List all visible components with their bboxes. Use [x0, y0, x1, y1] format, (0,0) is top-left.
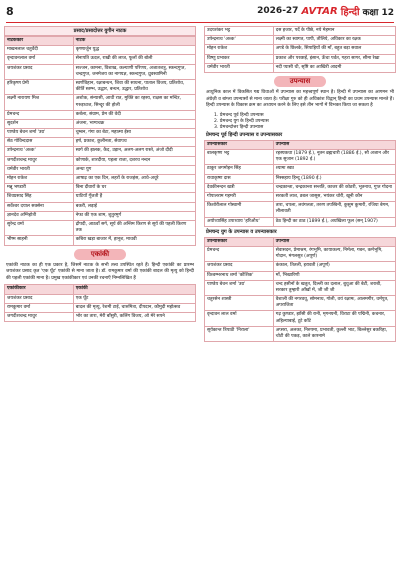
list-item: 3. प्रेमचन्दोत्तर हिन्दी उपन्यास: [214, 124, 264, 130]
table-row: [205, 165, 396, 174]
table-row: [205, 150, 396, 165]
table-row: [205, 311, 396, 326]
author-cell: वृन्दावनलाल वर्मा: [5, 55, 74, 64]
upanyas-points: [214, 112, 394, 130]
author-cell: ठाकुर जगमोहन सिंह: [205, 165, 274, 174]
works-cell: कंकाल, तितली, इरावती (अपूर्ण): [273, 262, 395, 271]
author-cell: मन्नू भण्डारी: [5, 184, 74, 193]
table-row: [5, 184, 196, 193]
author-cell: जगदीशचन्द्र माथुर: [5, 156, 74, 165]
table-row: [205, 217, 396, 226]
table-row: [205, 296, 396, 311]
author-cell: माखनलाल चतुर्वेदी: [5, 46, 74, 55]
table-caption: प्रसाद/प्रसादोत्तर युगीन नाटक: [4, 26, 196, 36]
natak-table: [4, 36, 196, 246]
works-cell: लक्ष्मी का स्वागत, पापी, तौलिये, अधिकार का रक्षक: [273, 36, 395, 45]
author-cell: मोहन राकेश: [205, 45, 274, 54]
table-row: [205, 262, 396, 271]
table-row: [205, 246, 396, 261]
works-cell: बकरी, लड़ाई: [73, 202, 195, 211]
author-cell: बालकृष्ण भट्ट: [205, 150, 274, 165]
works-cell: ठेठ हिन्दी का ठाठ (1899 ई.), अधखिला फूल (सन् 1907): [273, 217, 395, 226]
works-cell: निस्सहाय हिन्दू (1890 ई.): [273, 174, 395, 183]
author-cell: किशोरीलाल गोस्वामी: [205, 202, 274, 217]
author-cell: उपेन्द्रनाथ 'अश्क': [5, 147, 74, 156]
table-row: [5, 119, 196, 128]
author-cell: उदयशंकर भट्ट: [205, 27, 274, 36]
works-cell: दस हजार, पर्दे के पीछे, नये मेहमान: [273, 27, 395, 36]
works-cell: चन्द्रकान्ता, चन्द्रकान्ता सन्तति, काजर की कोठरी, भूतनाथ, गुप्त गोदना: [273, 183, 395, 192]
author-cell: रामकुमार वर्मा: [5, 303, 74, 312]
works-cell: अन्धा युग: [73, 165, 195, 174]
author-cell: वृन्दावन लाल वर्मा: [205, 311, 274, 326]
author-cell: राधाकृष्ण दास: [205, 174, 274, 183]
column-header: नाटककार: [5, 37, 74, 46]
premchand-purv-table: [204, 140, 396, 227]
table-row: [5, 313, 196, 322]
author-cell: उपेन्द्रनाथ 'अश्क': [205, 36, 274, 45]
right-column: [204, 26, 396, 342]
table-row: [205, 54, 396, 63]
author-cell: गोपालराम गहमरी: [205, 193, 274, 202]
author-cell: मोहन राकेश: [5, 175, 74, 184]
column-header: एकांकीकार: [5, 285, 74, 294]
table-row: [5, 202, 196, 211]
author-cell: धर्मवीर भारती: [205, 63, 274, 72]
works-cell: चुम्बन, गंगा का बेटा, महात्मा ईसा: [73, 129, 195, 138]
works-cell: गढ़ कुण्डार, झाँसी की रानी, मृगनयनी, विराटा की पद्मिनी, कचनार, अहिल्याबाई, टूटे काँटे: [273, 311, 395, 326]
table-row: [205, 280, 396, 295]
author-cell: विश्वम्भरनाथ शर्मा 'कौशिक': [205, 271, 274, 280]
table-row: [5, 147, 196, 156]
author-cell: लक्ष्मी नारायण मिश्र: [5, 95, 74, 110]
works-cell: कर्बला, संग्राम, प्रेम की वेदी: [73, 110, 195, 119]
works-cell: चन्द हसीनों के खतूत, दिल्ली का दलाल, बुधुआ की बेटी, शराबी, सरकार तुम्हारी आँखों में, जी जी जी: [273, 280, 395, 295]
works-cell: सज्जन, कामना, विशाख, कल्याणी परिणय, अजातशत्रु, स्कन्दगुप्त, चन्द्रगुप्त, जनमेजय का नागयज्ञ, स्कन्दगुप्त, ध्रुवस्वामिनी: [73, 64, 195, 79]
works-cell: भोर का तारा, मेरी बाँसुरी, कलिंग विजय, ओ मेरे सपने: [73, 313, 195, 322]
author-cell: सर्वेश्वर दयाल सक्सेना: [5, 202, 74, 211]
table-row: [205, 271, 396, 280]
works-cell: प्रकाश और परछाईं, इंसान, ऊँचा पर्वत, गहरा सागर, सीमा रेखा: [273, 54, 395, 63]
table-row: [5, 110, 196, 119]
section-badge-upanyas: उपन्यास: [274, 76, 326, 87]
works-cell: माँ, भिखारिणी: [273, 271, 395, 280]
table-row: [5, 46, 196, 55]
author-cell: पाण्डेय बेचन शर्मा 'उग्र': [205, 280, 274, 295]
class-label: कक्षा 12: [362, 7, 394, 18]
works-cell: हर्ष, प्रकाश, कुलीनता, सेवापथ: [73, 138, 195, 147]
list-item: 2. प्रेमचन्द युग के हिन्दी उपन्यास: [214, 118, 269, 124]
author-cell: पाण्डेय बेचन शर्मा 'उग्र': [5, 129, 74, 138]
works-cell: अण्डे के छिलके, सिपाहियों की माँ, बहुत बड़ा सवाल: [273, 45, 395, 54]
table-row: [5, 138, 196, 147]
author-cell: हरिकृष्ण प्रेमी: [5, 79, 74, 94]
table-row: [205, 183, 396, 192]
table-row: [205, 63, 396, 72]
table-row: [5, 220, 196, 235]
author-cell: जयशंकर प्रसाद: [205, 262, 274, 271]
table-row: [5, 236, 196, 245]
table-row: [5, 156, 196, 165]
works-cell: नदी प्यासी थी, सृष्टि का आखिरी आदमी: [273, 63, 395, 72]
works-cell: सेवासदन, प्रेमाश्रम, रंगभूमि, कायाकल्प, निर्मला, गबन, कर्मभूमि, गोदान, मंगलसूत्र (अपूर्ण): [273, 246, 395, 261]
author-cell: सुदर्शन: [5, 119, 74, 128]
works-cell: बिना दीवारों के घर: [73, 184, 195, 193]
works-cell: कबिरा खड़ा बाजार में, हानूश, माधवी: [73, 236, 195, 245]
column-header: एकांकी: [73, 285, 195, 294]
author-cell: देवकीनन्दन खत्री: [205, 183, 274, 192]
brand-logo: AVTAR: [301, 5, 338, 17]
author-cell: जगदीशचन्द्र माथुर: [5, 313, 74, 322]
table-row: [5, 303, 196, 312]
section-title: प्रेमचन्द युग के उपन्यास व उपन्यासकार: [206, 228, 277, 235]
author-cell: धर्मवीर भारती: [5, 165, 74, 174]
table-row: [5, 165, 196, 174]
table-row: [205, 174, 396, 183]
works-cell: स्वर्णविहान, रक्षाबन्धन, शिवा की साधना, पाताल विजय, प्रतिशोध, कीर्ति स्तम्भ, उद्धार, बन्धन, उद्धार, प्रतिशोध: [73, 79, 195, 94]
author-cell: चतुरसेन शास्त्री: [205, 296, 274, 311]
table-row: [5, 55, 196, 64]
list-item: 1. प्रेमचन्द पूर्व हिन्दी उपन्यास: [214, 112, 264, 118]
works-cell: नेफा की एक शाम, शुतुरमुर्ग: [73, 211, 195, 220]
author-cell: शिवप्रसाद सिंह: [5, 193, 74, 202]
page-header: [0, 0, 400, 24]
works-cell: द्रौपदी, आठवाँ सर्ग, सूर्य की अन्तिम किरण से सूर्य की पहली किरण तक: [73, 220, 195, 235]
table-row: [5, 294, 196, 303]
works-cell: सेनापति ऊदल, राखी की लाज, फूलों की बोली: [73, 55, 195, 64]
author-cell: भीष्म साहनी: [5, 236, 74, 245]
left-column: [4, 26, 196, 322]
table-row: [5, 175, 196, 184]
author-cell: सेठ गोविन्ददास: [5, 138, 74, 147]
section-title: प्रेमचन्द पूर्व हिन्दी उपन्यास व उपन्यासकार: [206, 131, 283, 138]
author-cell: प्रेमचन्द: [5, 110, 74, 119]
table-row: [5, 193, 196, 202]
header-right: [257, 4, 394, 18]
table-row: [205, 27, 396, 36]
works-cell: अप्सरा, अलका, निरुपमा, प्रभावती, कुल्ली भाट, बिल्लेसुर बकरिहा, चोटी की पकड़, काले कारनामे: [273, 326, 395, 341]
works-cell: रहस्यकथा (1879 ई.), नूतन ब्रह्मचारी (1886 ई.), सौ अजान और एक सुजान (1892 ई.): [273, 150, 395, 165]
works-cell: सरकती लाश, डबल जासूस, भयंकर चोरी, खूनी कौन: [273, 193, 395, 202]
author-cell: ज्ञानदेव अग्निहोत्री: [5, 211, 74, 220]
column-header: उपन्यासकार: [205, 140, 274, 149]
works-cell: कोणार्क, शारदीया, पहला राजा, दशरथ नन्दन: [73, 156, 195, 165]
works-cell: घाटियाँ गूँजती हैं: [73, 193, 195, 202]
ekanki-table: [4, 284, 196, 322]
ekanki-table-continued: [204, 26, 396, 73]
works-cell: बादल की मृत्यु, रेशमी टाई, चारुमित्रा, दीपदान, कौमुदी महोत्सव: [73, 303, 195, 312]
works-cell: कृष्णार्जुन युद्ध: [73, 46, 195, 55]
author-cell: सूर्यकान्त त्रिपाठी 'निराला': [205, 326, 274, 341]
upanyas-paragraph: आधुनिक काल में विकसित गद्य विधाओं में उपन्यास का महत्त्वपूर्ण स्थान है। हिन्दी में उपन्यास का आगमन भी अंग्रेज़ी व बांग्ला उपन्यासों से माना जाता है। परीक्षा गुरु को ही अधिकांश विद्वान् हिन्दी का प्रथम उपन्यास मानते हैं। हिन्दी उपन्यास के विकास क्रम का अध्ययन करने के लिए इसे तीन भागों में विभक्त किया जा सकता है: [206, 89, 394, 109]
works-cell: आषाढ़ का एक दिन, लहरों के राजहंस, आधे-अधूरे: [73, 175, 195, 184]
works-cell: श्यामा स्वप्न: [273, 165, 395, 174]
ekanki-paragraph: एकांकी नाटक का ही एक प्रकार है, जिसमें नाटक के सभी तत्त्व उपस्थित रहते हैं। हिन्दी एकांकी का प्रारम्भ जयशंकर प्रसाद कृत 'एक घूँट' एकांकी से माना जाता है। डॉ. रामकुमार वर्मा की एकांकी बादल की मृत्यु को हिन्दी की पहली एकांकी माना है। प्रमुख एकांकीकार एवं उनकी रचनाएँ निम्नलिखित हैं: [6, 262, 194, 281]
author-cell: प्रेमचन्द: [205, 246, 274, 261]
table-row: [5, 64, 196, 79]
author-cell: सुरेन्द्र वर्मा: [5, 220, 74, 235]
subject-label: हिन्दी: [340, 7, 360, 18]
works-cell: अंजना, भाग्यचक्र: [73, 119, 195, 128]
year-label: 2026-27: [257, 6, 299, 16]
table-row: [205, 202, 396, 217]
table-row: [5, 79, 196, 94]
table-row: [5, 211, 196, 220]
works-cell: एक घूँट: [73, 294, 195, 303]
author-cell: अयोध्यासिंह उपाध्याय 'हरिऔध': [205, 217, 274, 226]
table-row: [205, 193, 396, 202]
author-cell: जयशंकर प्रसाद: [5, 64, 74, 79]
column-header: उपन्यास: [273, 237, 395, 246]
author-cell: जयशंकर प्रसाद: [5, 294, 74, 303]
column-header: नाटक: [73, 37, 195, 46]
table-row: [205, 36, 396, 45]
table-row: [205, 45, 396, 54]
table-row: [5, 95, 196, 110]
works-cell: वैशाली की नगरवधू, सोमनाथ, गोली, वयं रक्षामः, आलमगीर, धर्मपुत्र, अपराजिता: [273, 296, 395, 311]
works-cell: स्वर्ग की झलक, कैद, उड़ान, अलग-अलग रास्ते, अंजो दीदी: [73, 147, 195, 156]
column-header: उपन्यास: [273, 140, 395, 149]
table-row: [5, 129, 196, 138]
works-cell: तारा, चपला, लवंगलता, तरुण तपस्विनी, कुसुम कुमारी, रजिया बेगम, लीलावती: [273, 202, 395, 217]
page-number: 8: [6, 5, 14, 18]
table-row: [205, 326, 396, 341]
author-cell: विष्णु प्रभाकर: [205, 54, 274, 63]
works-cell: अशोक, संन्यासी, आधी रात, मुक्ति का रहस्य, राक्षस का मन्दिर, गरुड़ध्वज, सिन्दूर की होली: [73, 95, 195, 110]
column-header: उपन्यासकार: [205, 237, 274, 246]
section-badge-ekanki: एकांकी: [74, 249, 126, 260]
header-divider: [6, 22, 394, 23]
premchand-yug-table: [204, 237, 396, 342]
